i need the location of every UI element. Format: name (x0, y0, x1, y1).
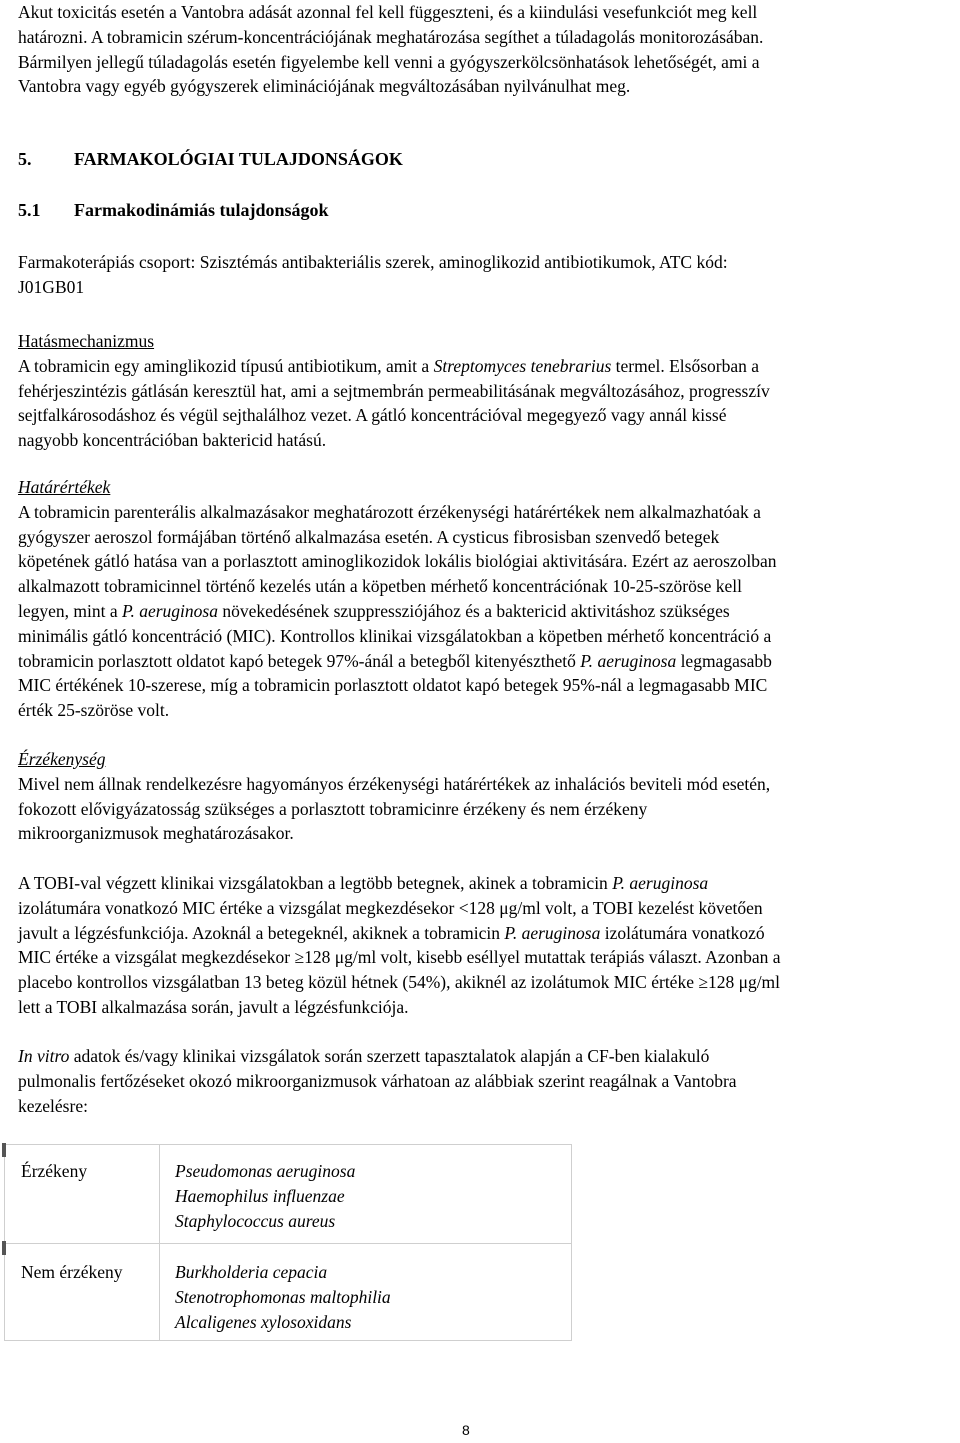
tobi-paragraph (18, 871, 946, 1020)
table-divider (5, 1243, 571, 1244)
text-line: fehérjeszintézis gátlásán keresztül hat, ami a sejtmembrán permeabilitásának megváltozásához, progresszív (18, 380, 770, 401)
text-line: mikroorganizmusok meghatározásakor. (18, 823, 294, 844)
text-line: Mivel nem állnak rendelkezésre hagyományos érzékenységi határértékek az inhalációs beviteli mód esetén, (18, 773, 771, 794)
text-line: érték 25-szöröse volt. (18, 700, 170, 721)
organism: Haemophilus influenzae (175, 1185, 345, 1206)
text-line: MIC értékének 10-szerese, míg a tobramicin porlasztott oldatot kapó betegek 95%-nál a legmagasabb MIC (18, 675, 768, 696)
text-line: J01GB01 (18, 276, 85, 297)
table-marker (2, 1241, 6, 1255)
organism: Burkholderia cepacia (175, 1262, 328, 1282)
section-title: Farmakodinámiás tulajdonságok (74, 200, 329, 220)
text-line: köpetének gátló hatása van a porlasztott aminoglikozidok lokális biológiai aktivitására. Ezért az aeroszolban (18, 551, 777, 572)
text-line: legyen, mint a P. aeruginosa növekedésének szuppressziójához és a baktericid aktivitáshoz szükséges (18, 600, 730, 621)
text-line: minimális gátló koncentráció (MIC). Kontrollos klinikai vizsgálatokban a köpetben mérhető koncentráció a (18, 625, 772, 646)
mechanism-section (18, 329, 946, 453)
text-line: A tobramicin egy aminglikozid típusú antibiotikum, amit a Streptomyces tenebrarius termel. Elsősorban a (18, 355, 760, 376)
text-line: MIC értéke a vizsgálat megkezdésekor ≥128 μg/ml volt, kisebb eséllyel mutattak terápiás választ. Azonban a (18, 947, 781, 968)
page-number: 8 (462, 1422, 470, 1438)
subheading: Határértékek (18, 477, 111, 497)
text-line: sejtfalkárosodáshoz és végül sejthalálhoz vezet. A gátló koncentrációval megegyező vagy annál kissé (18, 405, 727, 426)
text-line: tobramicin porlasztott oldatot kapó betegek 97%-ánál a betegből kitenyészthető P. aeruginosa legmagasabb (18, 650, 772, 671)
section-5-heading (18, 147, 403, 172)
overdose-paragraph (18, 0, 946, 99)
text-line: lett a TOBI alkalmazása során, javult a légzésfunkciója. (18, 996, 409, 1017)
text-line: határozni. A tobramicin szérum-koncentrációjának meghatározása segíthet a túladagolás monitorozásában. (18, 26, 764, 47)
text-line: placebo kontrollos vizsgálatban 13 beteg közül hétnek (54%), akiknél az izolátumok MIC értéke ≥128 μg/ml (18, 972, 781, 993)
table-row-label-not-susceptible: Nem érzékeny (21, 1262, 123, 1282)
table-marker (2, 1143, 6, 1157)
therapeutic-group-paragraph (18, 250, 946, 300)
text-line: A TOBI-val végzett klinikai vizsgálatokban a legtöbb betegnek, akinek a tobramicin P. aeruginosa (18, 873, 709, 893)
table-row-organisms-susceptible (175, 1159, 355, 1233)
organism: Staphylococcus aureus (175, 1210, 336, 1231)
text-line: pulmonalis fertőzéseket okozó mikroorganizmusok várhatoan az alábbiak szerint reagálnak a Vantobra (18, 1070, 737, 1091)
text-line: izolátumára vonatkozó MIC értéke a vizsgálat megkezdésekor <128 μg/ml volt, a TOBI kezelést követően (18, 897, 763, 918)
text-line: kezelésre: (18, 1095, 88, 1116)
organism: Stenotrophomonas maltophilia (175, 1286, 391, 1307)
text-line: javult a légzésfunkciója. Azoknál a betegeknél, akiknek a tobramicin P. aeruginosa izolátumára vonatkozó (18, 922, 765, 943)
section-number: 5. (18, 149, 32, 169)
susceptibility-table (4, 1144, 572, 1341)
table-row-label-susceptible: Érzékeny (21, 1161, 88, 1181)
text-line: gyógyszer aeroszol formájában történő alkalmazása esetén. A cysticus fibrosisban szenvedő betegek (18, 526, 720, 547)
organism: Alcaligenes xylosoxidans (175, 1311, 352, 1332)
susceptibility-section (18, 747, 946, 846)
text-line: fokozott elővigyázatosság szükséges a porlasztott tobramicinre érzékeny és nem érzékeny (18, 798, 648, 819)
section-number: 5.1 (18, 200, 41, 220)
in-vitro-paragraph (18, 1044, 946, 1118)
subheading: Hatásmechanizmus (18, 331, 155, 351)
text-line: Vantobra vagy egyéb gyógyszerek eliminációjának megváltozásában nyilvánulhat meg. (18, 76, 631, 97)
text-line: A tobramicin parenterális alkalmazásakor meghatározott érzékenységi határértékek nem alkalmazhatóak a (18, 501, 761, 522)
table-row-organisms-not-susceptible (175, 1260, 391, 1334)
text-line: Bármilyen jellegű túladagolás esetén figyelembe kell venni a gyógyszerkölcsönhatások lehetőségét, ami a (18, 51, 760, 72)
subheading: Érzékenység (18, 749, 106, 769)
section-5-1-heading (18, 198, 329, 223)
breakpoints-section (18, 475, 946, 723)
text-line: nagyobb koncentrációban baktericid hatású. (18, 430, 327, 451)
organism: Pseudomonas aeruginosa (175, 1161, 356, 1181)
text-line: Akut toxicitás esetén a Vantobra adását azonnal fel kell függeszteni, és a kiindulási vesefunkciót meg kell (18, 2, 758, 22)
text-line: Farmakoterápiás csoport: Szisztémás antibakteriális szerek, aminoglikozid antibiotikumok, ATC kód: (18, 252, 728, 272)
section-title: FARMAKOLÓGIAI TULAJDONSÁGOK (74, 149, 403, 169)
text-line: alkalmazott tobramicinnel történő kezelés után a köpetben mérhető koncentrációnak 10-25-szöröse kell (18, 576, 743, 597)
text-line: In vitro adatok és/vagy klinikai vizsgálatok során szerzett tapasztalatok alapján a CF-ben kialakuló (18, 1046, 710, 1066)
